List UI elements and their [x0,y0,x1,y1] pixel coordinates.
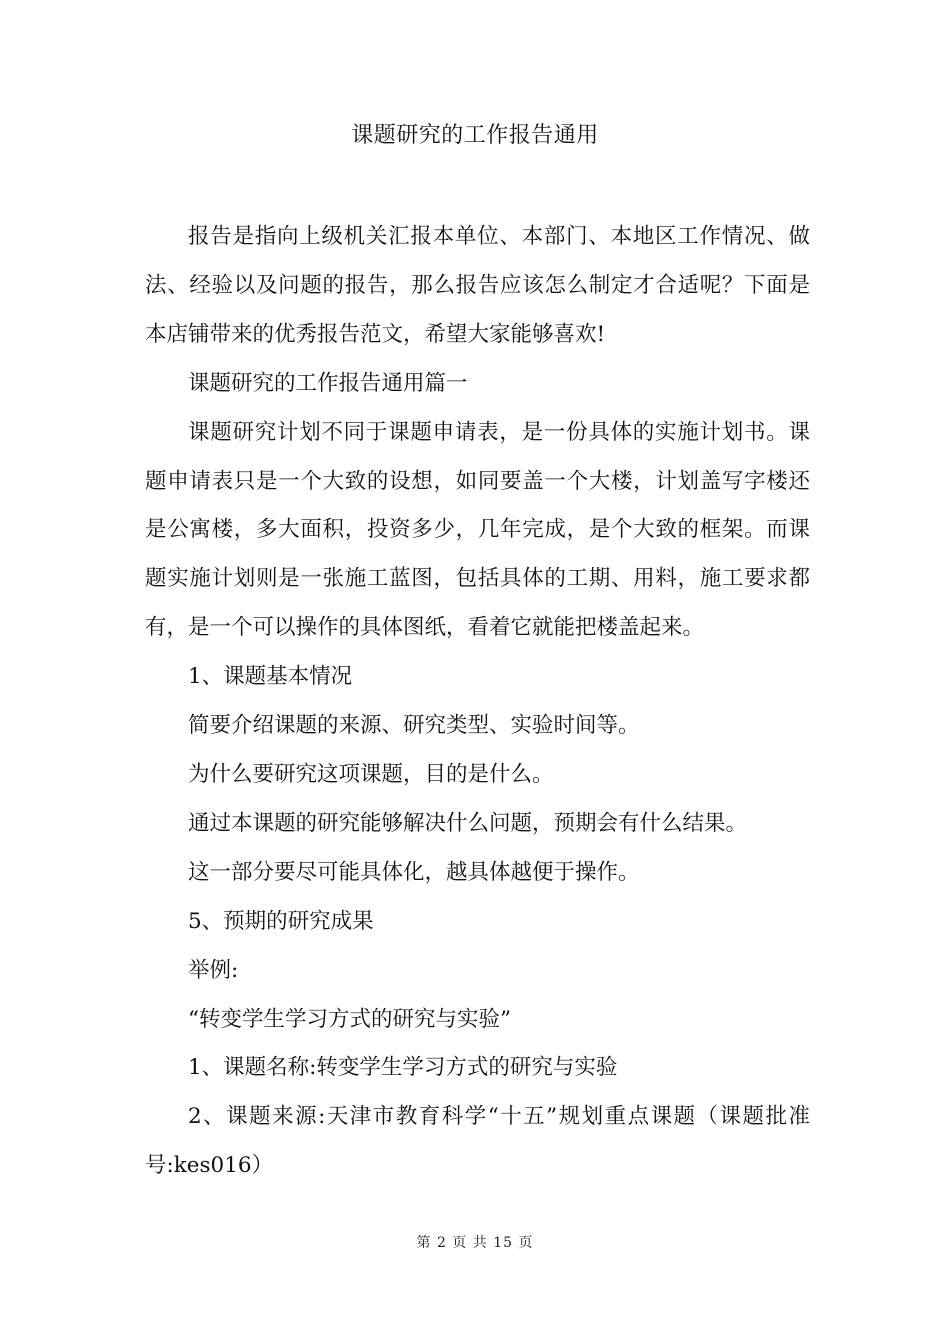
body-paragraph: 为什么要研究这项课题，目的是什么。 [188,761,554,787]
list-item: 2、课题来源:天津市教育科学“十五”规划重点课题（课题批准号:kes016） [145,1104,810,1179]
intro-paragraph: 报告是指向上级机关汇报本单位、本部门、本地区工作情况、做法、经验以及问题的报告，那么报告应该怎么制定才合适呢？下面是本店铺带来的优秀报告范文，希望大家能够喜欢! [145,224,810,347]
body-paragraph: 课题研究计划不同于课题申请表，是一份具体的实施计划书。课题申请表只是一个大致的设想，如同要盖一个大楼，计划盖写字楼还是公寓楼，多大面积，投资多少，几年完成，是个大致的框架。而课题实施计划则是一张施工蓝图，包括具体的工期、用料，施工要求都有，是一个可以操作的具体图纸，看着它就能把楼盖起来。 [145,419,810,641]
example-title: “转变学生学习方式的研究与实验” [188,1006,511,1032]
list-heading: 1、课题基本情况 [188,664,353,690]
document-title: 课题研究的工作报告通用 [351,123,599,148]
section-heading: 课题研究的工作报告通用篇一 [188,370,468,396]
page-footer: 第 2 页 共 15 页 [416,1235,534,1251]
body-paragraph: 通过本课题的研究能够解决什么问题，预期会有什么结果。 [188,810,748,836]
body-paragraph: 简要介绍课题的来源、研究类型、实验时间等。 [188,713,640,739]
body-paragraph: 举例: [188,957,239,983]
document-body [145,213,810,1191]
list-heading: 5、预期的研究成果 [188,908,374,934]
list-item: 1、课题名称:转变学生学习方式的研究与实验 [188,1055,618,1081]
body-paragraph: 这一部分要尽可能具体化，越具体越便于操作。 [188,859,640,885]
